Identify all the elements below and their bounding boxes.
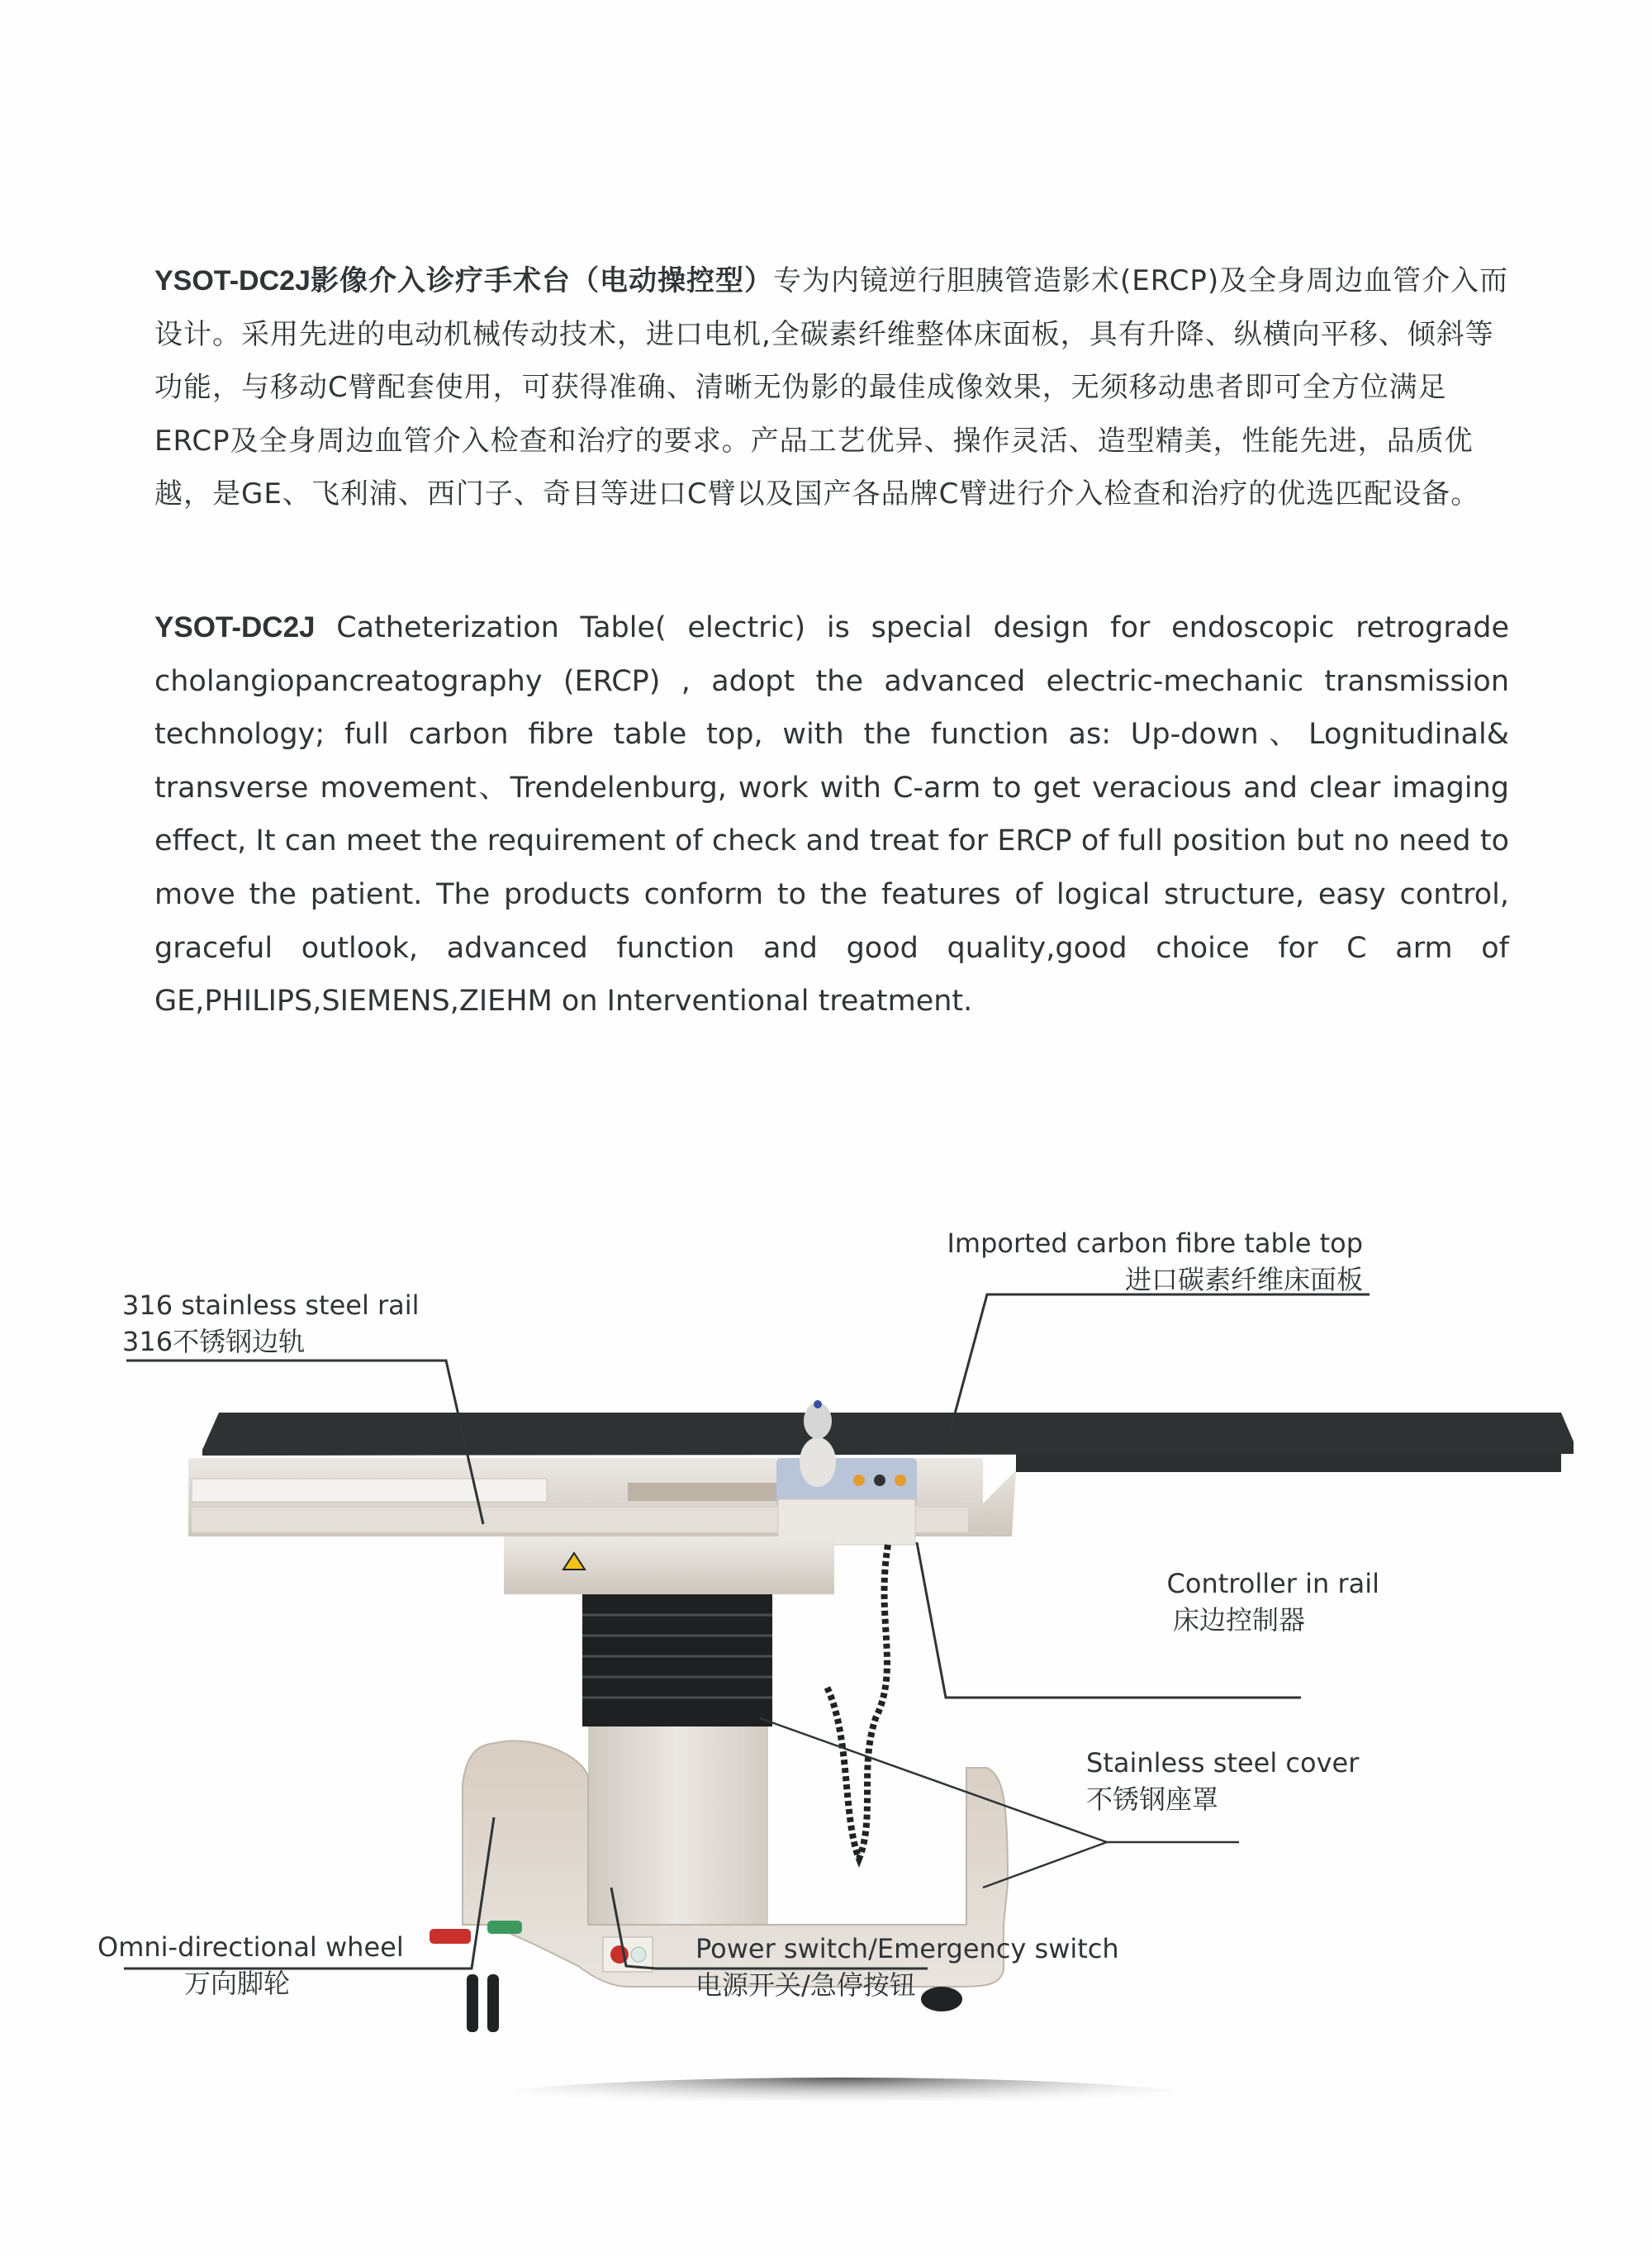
column <box>588 1726 768 1925</box>
column-housing <box>504 1536 834 1594</box>
coiled-cable <box>826 1545 888 1859</box>
chinese-description <box>154 254 1509 521</box>
model-number-en: YSOT-DC2J <box>154 611 316 644</box>
callout-rail: 316 stainless steel rail 316不锈钢边轨 <box>122 1289 420 1357</box>
power-button <box>631 1947 646 1962</box>
description-cn: 专为内镜逆行胆胰管造影术(ERCP)及全身周边血管介入而设计。采用先进的电动机械传动技术，进口电机,全碳素纤维整体床面板，具有升降、纵横向平移、倾斜等功能，与移动C臂配套使用，可获得准确、清晰无伪影的最佳成像效果，无须移动患者即可全方位满足ERCP及全身周边血管介入检查和治疗的要求。产品工艺优异、操作灵活、造型精美，性能先进，品质优越，是GE、飞利浦、西门子、奇目等进口C臂以及国产各品牌C臂进行介入检查和治疗的优选匹配设备。 <box>154 264 1509 511</box>
callout-wheel: Omni-directional wheel 万向脚轮 <box>97 1931 404 1999</box>
model-number-cn: YSOT-DC2J <box>154 265 311 297</box>
wheel-left <box>467 1974 478 2032</box>
product-title-cn: 影像介入诊疗手术台（电动操控型） <box>310 264 773 297</box>
product-figure <box>0 1198 1652 2148</box>
callout-power-switch: Power switch/Emergency switch 电源开关/急停按钮 <box>695 1933 1119 2001</box>
bellows <box>582 1594 772 1726</box>
callout-controller: Controller in rail 床边控制器 <box>1166 1568 1379 1636</box>
brake-pedal-green <box>487 1921 522 1934</box>
brake-pedal-red <box>430 1929 471 1944</box>
callout-table-top: Imported carbon fibre table top 进口碳素纤维床面板 <box>947 1228 1363 1295</box>
description-en: Catheterization Table( electric) is special design for endoscopic retrograde cholangiopancreatography (ERCP) , adopt the advanced electric-mechanic transmission technology; full carbon fibre table top, with the function as: Up-down、Lognitudinal& transverse movement、Trendelenburg, work with C-arm to get veracious and clear imaging effect, It can meet the requirement of check and treat for ERCP of full position but no need to move the patient. The products conform to the features of logical structure, easy control, graceful outlook, advanced function and good quality,good choice for C arm of GE,PHILIPS,SIEMENS,ZIEHM on Interventional treatment. <box>154 611 1509 1019</box>
english-description <box>154 601 1509 1028</box>
callout-cover: Stainless steel cover 不锈钢座罩 <box>1086 1747 1360 1815</box>
